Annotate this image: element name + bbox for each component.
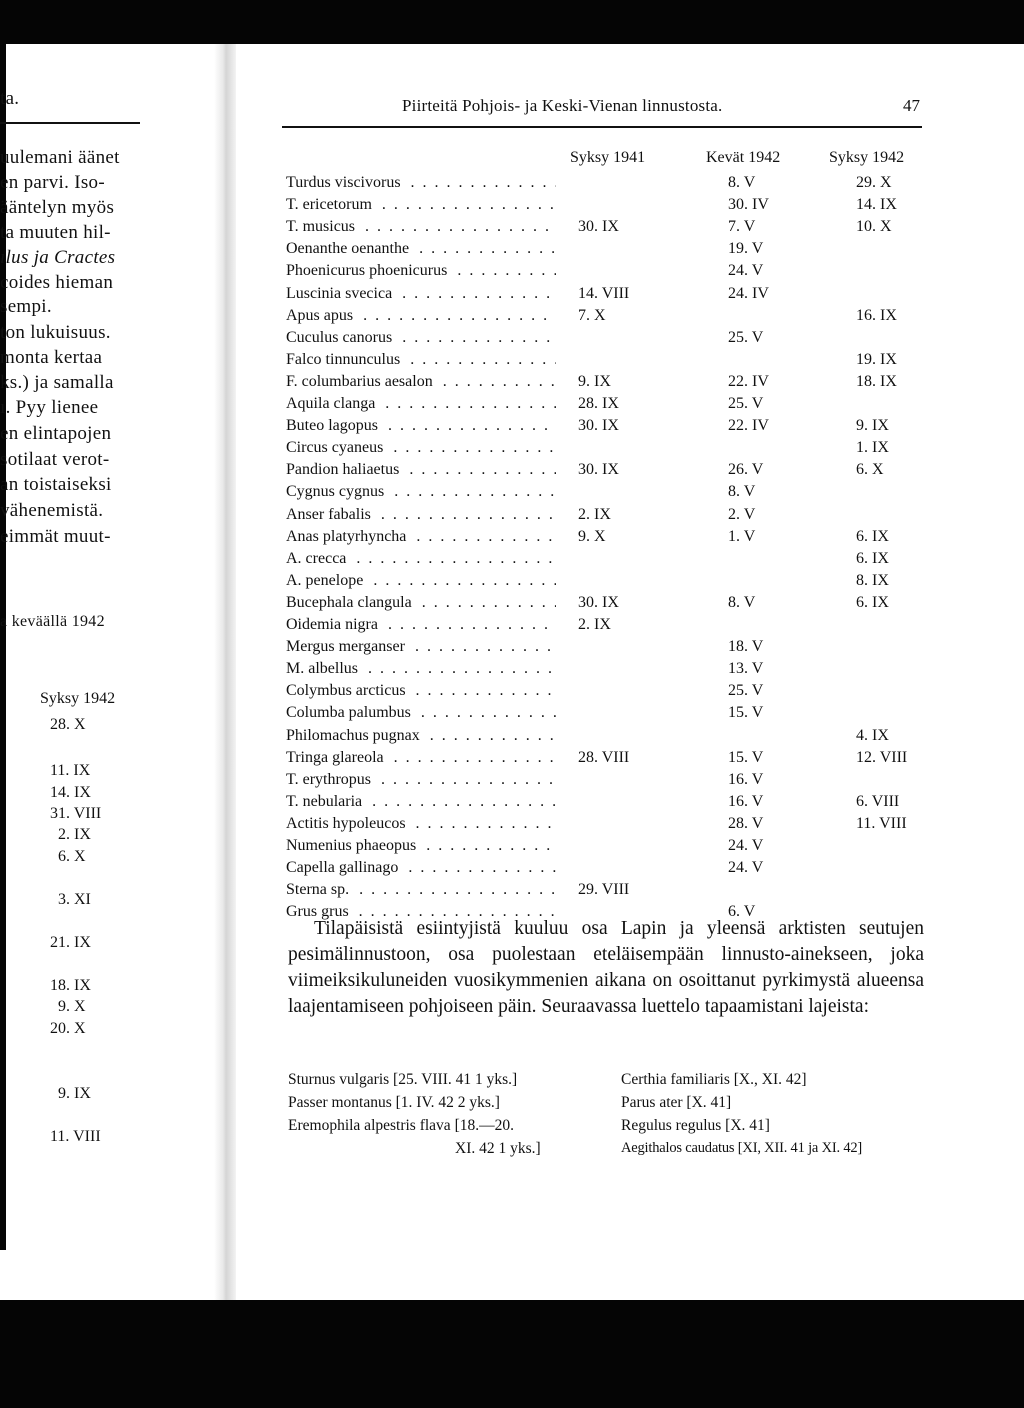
- spring-1942-date: 15. V: [728, 748, 764, 766]
- list-item: Eremophila alpestris flava [18.—20.: [288, 1117, 514, 1134]
- table-row: [0, 837, 1024, 859]
- table-row: [0, 859, 1024, 881]
- species-name: Colymbus arcticus: [286, 682, 410, 699]
- page-number: 47: [903, 96, 920, 115]
- spring-1942-date: 8. V: [728, 483, 756, 501]
- table-row: [0, 174, 1024, 196]
- spring-1942-date: 19. V: [728, 240, 764, 258]
- left-table-value: 9. X: [58, 998, 86, 1015]
- table-row: [0, 881, 1024, 903]
- species-name: T. erythropus: [286, 771, 375, 788]
- spring-1942-date: 1. V: [728, 527, 756, 545]
- table-row: [0, 285, 1024, 307]
- species-name: Actitis hypoleucos: [286, 815, 410, 832]
- table-row: [0, 262, 1024, 284]
- left-table-value: 14. IX: [50, 784, 91, 801]
- species-name-cell: [286, 439, 556, 457]
- left-text-line: an toistaiseksi: [0, 474, 112, 495]
- left-text-line: ks.) ja samalla: [0, 372, 114, 393]
- autumn-1942-date: 6. IX: [856, 593, 889, 611]
- autumn-1941-date: 9. X: [578, 527, 606, 545]
- autumn-1941-date: 30. IX: [578, 417, 619, 435]
- species-name: T. musicus: [286, 218, 359, 235]
- left-table-value: 20. X: [50, 1020, 86, 1037]
- table-row: [0, 196, 1024, 218]
- species-name: Cygnus cygnus: [286, 483, 388, 500]
- autumn-1941-date: 30. IX: [578, 461, 619, 479]
- species-name: Capella gallinago: [286, 859, 402, 876]
- left-text-line: uulemani äänet: [0, 147, 120, 168]
- species-name-cell: [286, 329, 556, 347]
- spring-1942-date: 16. V: [728, 792, 764, 810]
- autumn-1941-date: 2. IX: [578, 616, 611, 633]
- autumn-1942-date: 6. X: [856, 461, 884, 479]
- spring-1942-date: 25. V: [728, 395, 764, 412]
- species-name-cell: [286, 174, 556, 192]
- left-text-line: coides hieman: [0, 272, 114, 293]
- table-row: [0, 395, 1024, 417]
- species-name-cell: [286, 351, 556, 369]
- table-row: [0, 616, 1024, 638]
- species-name-cell: [286, 285, 556, 303]
- left-table-header: Syksy 1942: [40, 690, 116, 707]
- species-name: F. columbarius aesalon: [286, 373, 437, 390]
- species-name-cell: [286, 771, 556, 789]
- autumn-1942-date: 6. VIII: [856, 792, 900, 810]
- spring-1942-date: 8. V: [728, 593, 756, 611]
- species-name: Bucephala clangula: [286, 594, 416, 611]
- spring-1942-date: 6. V: [728, 903, 756, 921]
- species-name-cell: [286, 240, 556, 258]
- species-name-cell: [286, 859, 556, 877]
- autumn-1941-date: 28. VIII: [578, 748, 630, 766]
- left-text-line: eimmät muut-: [0, 526, 111, 547]
- left-table-value: 11. VIII: [50, 1128, 101, 1145]
- list-item: Aegithalos caudatus [XI, XII. 41 ja XI. 42]: [621, 1140, 863, 1156]
- species-name-cell: [286, 417, 556, 435]
- left-table-value: 11. IX: [50, 762, 91, 779]
- table-row: [0, 417, 1024, 439]
- left-table-value: 18. IX: [50, 977, 91, 994]
- list-item: Parus ater [X. 41]: [621, 1094, 732, 1111]
- left-text-line: en parvi. Iso-: [0, 172, 105, 193]
- species-name: Falco tinnunculus: [286, 351, 404, 368]
- species-name-cell: [286, 727, 556, 745]
- table-row: [0, 550, 1024, 572]
- species-name: Tringa glareola: [286, 749, 388, 766]
- species-name: Pandion haliaetus: [286, 461, 403, 478]
- spring-1942-date: 28. V: [728, 814, 764, 832]
- spring-1942-date: 26. V: [728, 461, 764, 479]
- table-row: [0, 218, 1024, 240]
- species-name-cell: [286, 528, 556, 546]
- species-name-cell: [286, 793, 556, 811]
- autumn-1942-date: 1. IX: [856, 439, 889, 457]
- spring-1942-date: 30. IV: [728, 196, 769, 214]
- column-header-autumn-1941: Syksy 1941: [570, 149, 646, 166]
- left-table-value: 21. IX: [50, 934, 91, 951]
- species-name-cell: [286, 506, 556, 524]
- running-title: Piirteitä Pohjois- ja Keski-Vienan linnustosta.: [402, 96, 723, 115]
- table-row: [0, 307, 1024, 329]
- species-name-cell: [286, 660, 556, 678]
- species-name-cell: [286, 881, 556, 899]
- table-row: [0, 682, 1024, 704]
- table-row: [0, 771, 1024, 793]
- species-name: Anas platyrhyncha: [286, 528, 410, 545]
- species-name-cell: [286, 395, 556, 413]
- table-row: [0, 351, 1024, 373]
- left-table-value: 9. IX: [58, 1085, 91, 1102]
- spring-1942-date: 16. V: [728, 770, 764, 788]
- spring-1942-date: 8. V: [728, 174, 756, 191]
- left-text-line: monta kertaa: [0, 347, 103, 368]
- species-name: Numenius phaeopus: [286, 837, 420, 854]
- spring-1942-date: 24. V: [728, 837, 764, 854]
- autumn-1941-date: 14. VIII: [578, 284, 630, 302]
- species-name-cell: [286, 594, 556, 612]
- autumn-1941-date: 7. X: [578, 306, 606, 324]
- table-row: [0, 461, 1024, 483]
- species-name-cell: [286, 307, 556, 325]
- autumn-1942-date: 4. IX: [856, 726, 889, 744]
- autumn-1942-date: 29. X: [856, 174, 892, 191]
- species-name: Turdus viscivorus: [286, 174, 405, 191]
- left-page-rule: [0, 122, 140, 124]
- spring-1942-date: 25. V: [728, 328, 764, 346]
- autumn-1941-date: 29. VIII: [578, 881, 630, 899]
- column-header-autumn-1942: Syksy 1942: [829, 149, 905, 166]
- left-text-line: ton lukuisuus.: [0, 322, 111, 343]
- table-row: [0, 660, 1024, 682]
- species-name: Columba palumbus: [286, 704, 415, 721]
- spring-1942-date: 18. V: [728, 638, 764, 656]
- left-table-value: 31. VIII: [50, 805, 102, 822]
- species-name: Circus cyaneus: [286, 439, 387, 456]
- autumn-1941-date: 9. IX: [578, 372, 611, 390]
- list-item: Regulus regulus [X. 41]: [621, 1117, 770, 1134]
- species-name-cell: [286, 262, 556, 280]
- left-text-line: en elintapojen: [0, 423, 112, 444]
- spring-1942-date: 24. V: [728, 859, 764, 877]
- species-name: Anser fabalis: [286, 506, 375, 523]
- species-name: Phoenicurus phoenicurus: [286, 262, 451, 279]
- left-text-line: ta muuten hil-: [0, 222, 111, 243]
- table-row: [0, 704, 1024, 726]
- spring-1942-date: 15. V: [728, 704, 764, 722]
- autumn-1942-date: 8. IX: [856, 571, 889, 589]
- autumn-1942-date: 18. IX: [856, 372, 897, 390]
- species-name: T. nebularia: [286, 793, 366, 810]
- scan-border-bottom: [0, 1300, 1024, 1408]
- autumn-1941-date: 28. IX: [578, 395, 619, 412]
- left-text-line: ääntelyn myös: [0, 197, 115, 218]
- table-row: [0, 483, 1024, 505]
- species-name: Oidemia nigra: [286, 616, 382, 633]
- left-page-top-fragment: ta.: [0, 88, 20, 109]
- paragraph-text: Tilapäisistä esiintyjistä kuuluu osa Lapin ja yleensä arktisten seutujen pesimälinnustoon, osa puolestaan eteläisempään linnusto-ainekseen, joka viimeiksikuluneiden vuosikymmenien aikana on osoittanut pyrkimystä alueensa laajentamiseen pohjoiseen päin. Seuraavassa luettelo tapaamistani lajeista:: [288, 918, 924, 1017]
- spring-1942-date: 22. IV: [728, 417, 769, 435]
- species-name-cell: [286, 550, 556, 568]
- autumn-1942-date: 19. IX: [856, 350, 897, 368]
- autumn-1942-date: 14. IX: [856, 196, 897, 214]
- left-text-line: ı. Pyy lienee: [0, 397, 99, 418]
- species-name: M. albellus: [286, 660, 362, 677]
- species-name: Grus grus: [286, 903, 353, 920]
- spring-1942-date: 24. IV: [728, 284, 769, 302]
- autumn-1942-date: 12. VIII: [856, 748, 908, 766]
- species-name: T. ericetorum: [286, 196, 376, 213]
- species-name-cell: [286, 638, 556, 656]
- body-paragraph: [288, 916, 924, 1020]
- table-row: [0, 815, 1024, 837]
- spring-1942-date: 22. IV: [728, 372, 769, 390]
- left-text-line: ılus ja Cractes: [0, 247, 116, 268]
- left-table-value: 28. X: [50, 716, 86, 733]
- species-name: Philomachus pugnax: [286, 727, 424, 744]
- species-name-cell: [286, 815, 556, 833]
- autumn-1942-date: 16. IX: [856, 306, 897, 324]
- species-name: Luscinia svecica: [286, 285, 396, 302]
- species-name: Oenanthe oenanthe: [286, 240, 413, 257]
- autumn-1942-date: 11. VIII: [856, 814, 907, 832]
- list-item: Certhia familiaris [X., XI. 42]: [621, 1071, 807, 1088]
- list-item: Passer montanus [1. IV. 42 2 yks.]: [288, 1094, 500, 1111]
- species-name: Mergus merganser: [286, 638, 409, 655]
- table-row: [0, 572, 1024, 594]
- species-name-cell: [286, 196, 556, 214]
- species-name-cell: [286, 704, 556, 722]
- autumn-1941-date: 2. IX: [578, 505, 611, 523]
- header-rule: [282, 126, 922, 128]
- species-name-cell: [286, 749, 556, 767]
- left-text-line: vähenemistä.: [0, 500, 104, 521]
- autumn-1942-date: 10. X: [856, 218, 892, 236]
- species-name-cell: [286, 572, 556, 590]
- left-text-line: sempi.: [0, 296, 52, 317]
- table-row: [0, 594, 1024, 616]
- species-name-cell: [286, 461, 556, 479]
- spring-1942-date: 2. V: [728, 505, 756, 523]
- list-item: Sturnus vulgaris [25. VIII. 41 1 yks.]: [288, 1071, 518, 1088]
- list-item: XI. 42 1 yks.]: [455, 1140, 541, 1157]
- spring-1942-date: 25. V: [728, 682, 764, 700]
- autumn-1941-date: 30. IX: [578, 218, 619, 236]
- scan-border-top: [0, 0, 1024, 44]
- species-name: Cuculus canorus: [286, 329, 396, 346]
- species-name-cell: [286, 218, 556, 236]
- species-name-cell: [286, 483, 556, 501]
- species-name: Buteo lagopus: [286, 417, 382, 434]
- autumn-1942-date: 6. IX: [856, 549, 889, 567]
- spring-1942-date: 13. V: [728, 660, 764, 678]
- species-name-cell: [286, 837, 556, 855]
- column-header-spring-1942: Kevät 1942: [706, 149, 781, 166]
- left-caption: a keväällä 1942: [0, 613, 105, 630]
- species-name-cell: [286, 682, 556, 700]
- table-row: [0, 749, 1024, 771]
- spring-1942-date: 24. V: [728, 262, 764, 280]
- table-row: [0, 373, 1024, 395]
- spring-1942-date: 7. V: [728, 218, 756, 236]
- table-row: [0, 727, 1024, 749]
- left-text-line: sotilaat verot-: [0, 449, 110, 470]
- autumn-1942-date: 9. IX: [856, 417, 889, 435]
- table-row: [0, 439, 1024, 461]
- table-row: [0, 528, 1024, 550]
- table-row: [0, 793, 1024, 815]
- left-table-value: 3. XI: [58, 891, 91, 908]
- species-name-cell: [286, 616, 556, 634]
- species-name: A. crecca: [286, 550, 350, 567]
- species-name: Sterna sp.: [286, 881, 353, 898]
- left-table-value: 2. IX: [58, 826, 91, 843]
- table-row: [0, 329, 1024, 351]
- left-table-value: 6. X: [58, 848, 86, 865]
- autumn-1941-date: 30. IX: [578, 593, 619, 611]
- species-name-cell: [286, 373, 556, 391]
- autumn-1942-date: 6. IX: [856, 527, 889, 545]
- species-name: Aquila clanga: [286, 395, 379, 412]
- table-row: [0, 638, 1024, 660]
- table-row: [0, 240, 1024, 262]
- species-name: Apus apus: [286, 307, 357, 324]
- table-row: [0, 506, 1024, 528]
- species-name: A. penelope: [286, 572, 367, 589]
